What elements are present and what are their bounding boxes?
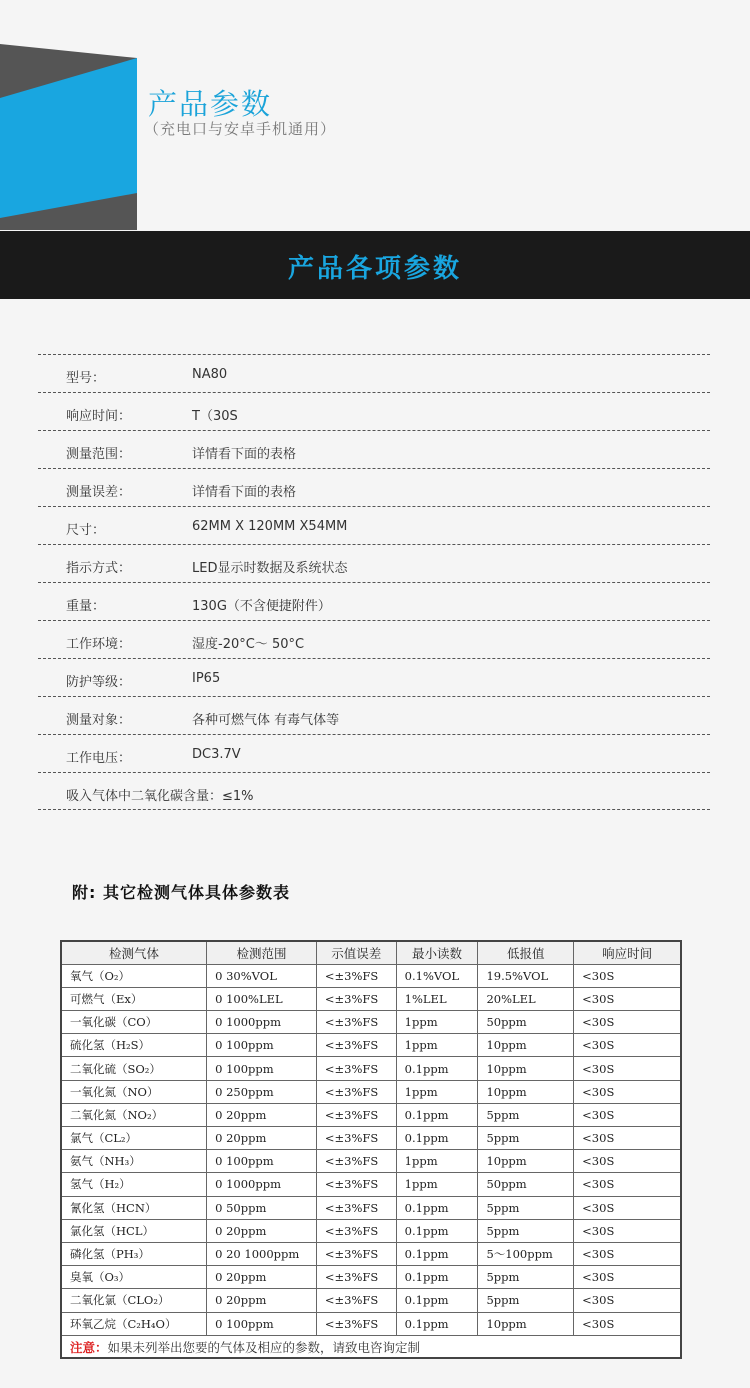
- table-row: [61, 1173, 681, 1196]
- table-cell: 臭氧（O₃）: [61, 1266, 207, 1289]
- table-header-row: [61, 941, 681, 964]
- spec-label: 工作电压：: [66, 751, 132, 766]
- table-cell: 5～100ppm: [478, 1242, 574, 1265]
- table-row: [61, 1127, 681, 1150]
- table-row: [61, 1242, 681, 1265]
- table-cell: 磷化氢（PH₃）: [61, 1242, 207, 1265]
- table-cell: 0 20ppm: [207, 1266, 317, 1289]
- table-cell: 0 250ppm: [207, 1080, 317, 1103]
- column-header: 低报值: [478, 941, 574, 964]
- spec-label: 响应时间：: [66, 409, 132, 424]
- spec-row: [38, 544, 710, 582]
- table-cell: 0 30%VOL: [207, 964, 317, 987]
- table-cell: <±3%FS: [316, 1103, 396, 1126]
- table-cell: 可燃气（Ex）: [61, 987, 207, 1010]
- table-row: [61, 987, 681, 1010]
- table-cell: 10ppm: [478, 1150, 574, 1173]
- table-cell: 1ppm: [396, 1150, 478, 1173]
- table-body: [61, 964, 681, 1335]
- table-cell: 0 20ppm: [207, 1289, 317, 1312]
- table-cell: 0 20 1000ppm: [207, 1242, 317, 1265]
- table-cell: <30S: [574, 1011, 681, 1034]
- table-cell: 0.1ppm: [396, 1103, 478, 1126]
- table-cell: 一氧化氮（NO）: [61, 1080, 207, 1103]
- spec-label: 尺寸：: [66, 523, 106, 538]
- hero-banner: [0, 0, 750, 230]
- spec-row: [38, 734, 710, 772]
- table-cell: 二氧化氮（NO₂）: [61, 1103, 207, 1126]
- table-cell: 氢气（H₂）: [61, 1173, 207, 1196]
- spec-row: [38, 696, 710, 734]
- table-cell: <±3%FS: [316, 1173, 396, 1196]
- table-cell: 1ppm: [396, 1011, 478, 1034]
- table-cell: 二氧化氯（CLO₂）: [61, 1289, 207, 1312]
- spec-row: [38, 354, 710, 392]
- table-cell: 5ppm: [478, 1289, 574, 1312]
- table-cell: <30S: [574, 1312, 681, 1335]
- appendix-title: 附: 其它检测气体具体参数表: [72, 883, 290, 902]
- table-cell: 0 1000ppm: [207, 1011, 317, 1034]
- table-cell: <±3%FS: [316, 987, 396, 1010]
- table-cell: 5ppm: [478, 1127, 574, 1150]
- table-cell: <30S: [574, 1150, 681, 1173]
- spec-value: 各种可燃气体 有毒气体等: [192, 713, 340, 728]
- page-title: 产品参数: [148, 87, 273, 121]
- spec-label: 防护等级：: [66, 675, 132, 690]
- spec-label: 工作环境：: [66, 637, 132, 652]
- table-cell: <±3%FS: [316, 964, 396, 987]
- table-cell: 0 100ppm: [207, 1312, 317, 1335]
- table-cell: 氯气（CL₂）: [61, 1127, 207, 1150]
- column-header: 示值误差: [316, 941, 396, 964]
- table-cell: 50ppm: [478, 1011, 574, 1034]
- spec-label: 吸入气体中二氧化碳含量：≤1%: [66, 789, 254, 804]
- table-row: [61, 1057, 681, 1080]
- table-cell: 0.1ppm: [396, 1057, 478, 1080]
- table-cell: 0 20ppm: [207, 1219, 317, 1242]
- table-cell: 20%LEL: [478, 987, 574, 1010]
- spec-row: [38, 582, 710, 620]
- table-cell: <30S: [574, 1057, 681, 1080]
- table-cell: 5ppm: [478, 1196, 574, 1219]
- spec-value: NA80: [192, 367, 228, 382]
- table-cell: <30S: [574, 964, 681, 987]
- spec-row: [38, 468, 710, 506]
- page-subtitle: （充电口与安卓手机通用）: [144, 120, 337, 138]
- spec-row: [38, 430, 710, 468]
- table-cell: 0 100ppm: [207, 1057, 317, 1080]
- table-cell: 0 100ppm: [207, 1150, 317, 1173]
- note-cell: [61, 1335, 681, 1358]
- table-cell: <30S: [574, 1266, 681, 1289]
- spec-label: 测量范围：: [66, 447, 132, 462]
- table-cell: 10ppm: [478, 1312, 574, 1335]
- table-cell: 氧气（O₂）: [61, 964, 207, 987]
- table-cell: <30S: [574, 1289, 681, 1312]
- table-cell: 5ppm: [478, 1266, 574, 1289]
- table-cell: <±3%FS: [316, 1196, 396, 1219]
- table-cell: 0 100%LEL: [207, 987, 317, 1010]
- table-cell: <±3%FS: [316, 1034, 396, 1057]
- table-cell: 氨气（NH₃）: [61, 1150, 207, 1173]
- table-cell: 1ppm: [396, 1173, 478, 1196]
- spec-label: 重量：: [66, 599, 106, 614]
- table-cell: <30S: [574, 1242, 681, 1265]
- table-row: [61, 1080, 681, 1103]
- column-header: 最小读数: [396, 941, 478, 964]
- table-row: [61, 964, 681, 987]
- table-cell: <±3%FS: [316, 1011, 396, 1034]
- table-cell: <30S: [574, 1034, 681, 1057]
- table-row: [61, 1034, 681, 1057]
- table-cell: <±3%FS: [316, 1127, 396, 1150]
- section-title: 产品各项参数: [287, 254, 462, 284]
- table-cell: 二氧化硫（SO₂）: [61, 1057, 207, 1080]
- table-row: [61, 1103, 681, 1126]
- spec-label: 型号：: [66, 371, 106, 386]
- table-cell: 0.1ppm: [396, 1196, 478, 1219]
- table-row: [61, 1011, 681, 1034]
- table-cell: <30S: [574, 1173, 681, 1196]
- table-cell: 5ppm: [478, 1219, 574, 1242]
- table-cell: 0 20ppm: [207, 1103, 317, 1126]
- table-cell: 19.5%VOL: [478, 964, 574, 987]
- table-cell: <±3%FS: [316, 1266, 396, 1289]
- table-cell: 0.1ppm: [396, 1266, 478, 1289]
- spec-value: IP65: [192, 671, 221, 686]
- table-cell: 0.1%VOL: [396, 964, 478, 987]
- table-cell: 氰化氢（HCN）: [61, 1196, 207, 1219]
- table-cell: 0.1ppm: [396, 1127, 478, 1150]
- table-cell: <±3%FS: [316, 1312, 396, 1335]
- table-row: [61, 1266, 681, 1289]
- spec-row: [38, 772, 710, 810]
- spec-value: 湿度-20°C～ 50°C: [192, 637, 305, 652]
- table-cell: <±3%FS: [316, 1242, 396, 1265]
- column-header: 检测范围: [207, 941, 317, 964]
- table-cell: 1%LEL: [396, 987, 478, 1010]
- spec-row: [38, 392, 710, 430]
- table-cell: <±3%FS: [316, 1289, 396, 1312]
- table-cell: 氯化氢（HCL）: [61, 1219, 207, 1242]
- table-cell: 硫化氢（H₂S）: [61, 1034, 207, 1057]
- table-cell: 0.1ppm: [396, 1312, 478, 1335]
- table-cell: <30S: [574, 1080, 681, 1103]
- spec-label: 指示方式：: [66, 561, 132, 576]
- table-cell: 50ppm: [478, 1173, 574, 1196]
- table-cell: <±3%FS: [316, 1057, 396, 1080]
- table-cell: 0.1ppm: [396, 1242, 478, 1265]
- section-band: [0, 231, 750, 299]
- table-cell: <±3%FS: [316, 1080, 396, 1103]
- table-cell: <30S: [574, 1127, 681, 1150]
- table-cell: 环氧乙烷（C₂H₄O）: [61, 1312, 207, 1335]
- table-row: [61, 1312, 681, 1335]
- table-cell: 0 100ppm: [207, 1034, 317, 1057]
- table-cell: 0 1000ppm: [207, 1173, 317, 1196]
- table-row: [61, 1150, 681, 1173]
- table-cell: <±3%FS: [316, 1219, 396, 1242]
- table-cell: <30S: [574, 987, 681, 1010]
- column-header: 检测气体: [61, 941, 207, 964]
- table-row: [61, 1219, 681, 1242]
- table-cell: 1ppm: [396, 1034, 478, 1057]
- note-label: 注意：: [70, 1339, 108, 1355]
- spec-row: [38, 658, 710, 696]
- table-cell: <30S: [574, 1196, 681, 1219]
- spec-value: T（30S: [192, 409, 238, 424]
- table-cell: 10ppm: [478, 1057, 574, 1080]
- table-cell: 0.1ppm: [396, 1219, 478, 1242]
- spec-label: 测量误差：: [66, 485, 132, 500]
- table-cell: 5ppm: [478, 1103, 574, 1126]
- spec-label: 测量对象：: [66, 713, 132, 728]
- table-cell: 1ppm: [396, 1080, 478, 1103]
- table-cell: 10ppm: [478, 1034, 574, 1057]
- table-cell: 0.1ppm: [396, 1289, 478, 1312]
- table-row: [61, 1289, 681, 1312]
- spec-row: [38, 620, 710, 658]
- table-cell: <30S: [574, 1103, 681, 1126]
- table-cell: <±3%FS: [316, 1150, 396, 1173]
- spec-value: LED显示时数据及系统状态: [192, 561, 348, 576]
- spec-value: 62MM X 120MM X54MM: [192, 519, 348, 534]
- table-cell: 一氧化碳（CO）: [61, 1011, 207, 1034]
- table-row: [61, 1196, 681, 1219]
- spec-value: 详情看下面的表格: [192, 485, 297, 500]
- column-header: 响应时间: [574, 941, 681, 964]
- hero-decoration: [0, 0, 750, 230]
- spec-list: [38, 354, 710, 810]
- spec-value: 130G（不含便捷附件）: [192, 599, 331, 614]
- gas-parameter-table: [60, 940, 682, 1359]
- table-cell: 0 50ppm: [207, 1196, 317, 1219]
- spec-row: [38, 506, 710, 544]
- spec-value: DC3.7V: [192, 747, 241, 762]
- note-row: [61, 1335, 681, 1358]
- table-cell: 0 20ppm: [207, 1127, 317, 1150]
- note-text: 如果未列举出您要的气体及相应的参数，请致电咨询定制: [107, 1339, 421, 1355]
- table-cell: 10ppm: [478, 1080, 574, 1103]
- table-cell: <30S: [574, 1219, 681, 1242]
- spec-value: 详情看下面的表格: [192, 447, 297, 462]
